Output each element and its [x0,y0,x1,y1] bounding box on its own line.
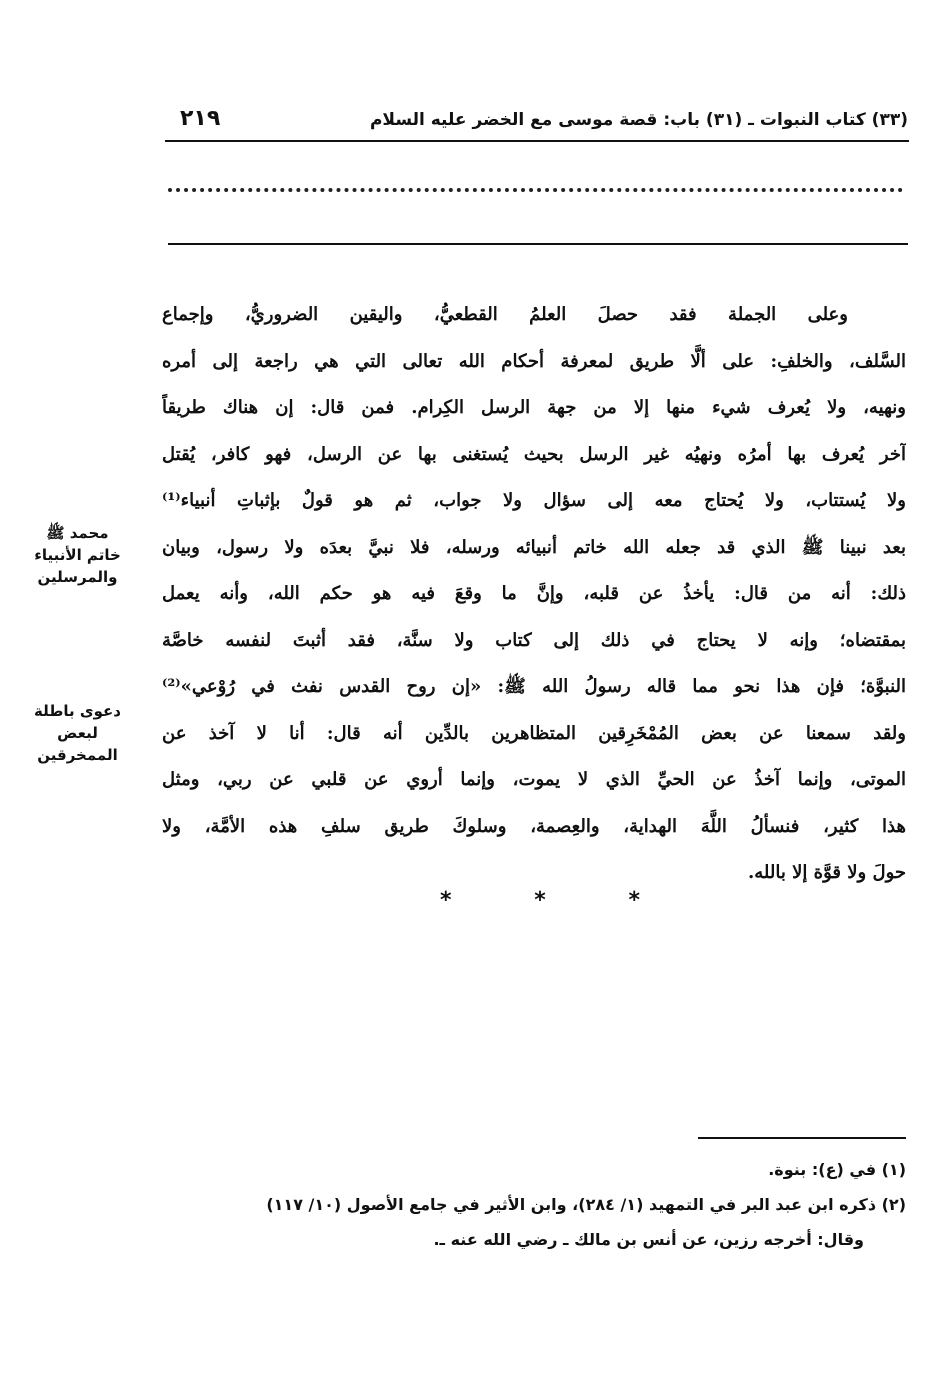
footnote-2-continuation: وقال: أخرجه رزين، عن أنس بن مالك ـ رضي الله عنه ـ. [433,1230,864,1249]
margin-note-line: دعوى باطلة [34,702,121,720]
text-line: بعد نبينا ﷺ الذي قد جعله الله خاتم أنبيائه ورسله، فلا نبيَّ بعدَه ولا رسول، وبيان [162,536,906,558]
header-rule [165,140,909,142]
margin-note-seal-of-prophets [10,522,145,588]
margin-note-false-claim [10,700,145,766]
margin-note-line: خاتم الأنبياء [34,546,121,564]
text-line: ذلك: أنه من قال: يأخذُ عن قلبه، وإنَّ ما وقعَ فيه هو حكم الله، وأنه يعمل [162,583,906,604]
text-line: حولَ ولا قوَّة إلا بالله. [748,862,906,883]
text-line: آخر يُعرف بها أمرُه ونهيُه غير الرسل بحيث يُستغنى بها عن الرسل، فهو كافر، يُقتل [162,443,906,465]
star-mark: * [628,888,640,913]
page-number: ٢١٩ [180,106,221,131]
text-line: هذا كثير، فنسألُ اللَّهَ الهداية، والعِصمة، وسلوكَ طريق سلفِ هذه الأمَّة، ولا [162,815,906,837]
text-line: السَّلف، والخلفِ: على ألَّا طريق لمعرفة أحكام الله تعالى التي هي راجعة إلى أمره [162,350,906,372]
margin-note-line: لبعض [57,724,98,742]
star-mark: * [440,888,452,913]
text-line: بمقتضاه؛ وإنه لا يحتاج في ذلك إلى كتاب ولا سنَّة، فقد أثبتَ لنفسه خاصَّة [162,629,906,651]
dotted-separator [168,188,903,192]
text-line: ونهيه، ولا يُعرف شيء منها إلا من جهة الرسل الكِرام. فمن قال: إن هناك طريقاً [162,397,906,418]
star-mark: * [534,888,546,913]
footnote-rule [698,1137,906,1139]
text-line: وعلى الجملة فقد حصلَ العلمُ القطعيُّ، واليقين الضروريُّ، وإجماع [162,304,848,325]
main-text [162,292,906,897]
running-header [168,108,908,148]
margin-note-line: والمرسلين [37,568,118,586]
footnote-2: (٢) ذكره ابن عبد البر في التمهيد (١/ ٢٨٤)، وابن الأثير في جامع الأصول (١٠/ ١١٧) [266,1195,906,1214]
text-line: النبوَّة؛ فإن هذا نحو مما قاله رسولُ الله ﷺ: «إن روح القدس نفث في رُوْعي»⁽²⁾ [162,676,906,697]
header-title: (٣٣) كتاب النبوات ـ (٣١) باب: قصة موسى مع الخضر عليه السلام [369,110,908,130]
text-line: الموتى، وإنما آخذُ عن الحيِّ الذي لا يموت، وإنما أروي عن قلبي عن ربي، ومثل [162,769,906,790]
margin-note-line: محمد ﷺ [46,524,109,542]
text-line: ولا يُستتاب، ولا يُحتاج معه إلى سؤال ولا جواب، ثم هو قولٌ بإثباتِ أنبياء⁽¹⁾ [162,490,906,511]
section-rule [168,243,908,245]
margin-note-line: الممخرقين [37,746,118,764]
section-separator-stars [440,888,640,913]
text-line: ولقد سمعنا عن بعض المُمْخَرِقين المتظاهرين بالدِّين أنه قال: أنا لا آخذ عن [162,722,906,744]
footnotes [160,1152,906,1257]
footnote-1: (١) في (ع): بنوة. [768,1160,906,1179]
